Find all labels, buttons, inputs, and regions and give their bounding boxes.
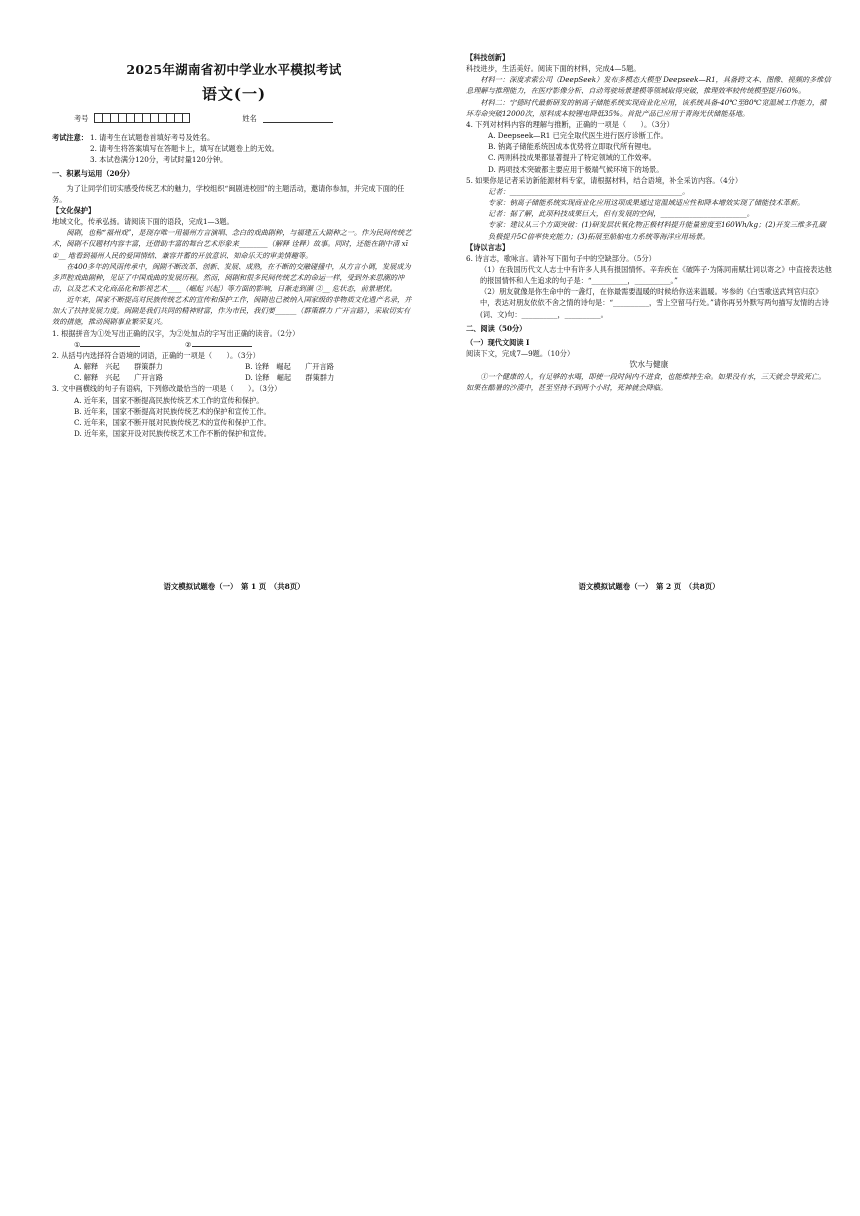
tech-prompt: 科技进步，生活美好。阅读下面的材料，完成4—5题。 bbox=[466, 64, 641, 74]
exam-no-label: 考号 bbox=[74, 113, 89, 123]
name-label: 姓名 bbox=[242, 113, 257, 123]
question-3: 3. 文中画横线的句子有语病，下列修改最恰当的一项是（ ）。（3分） bbox=[52, 384, 282, 394]
name-line bbox=[263, 114, 333, 123]
passage-para-2: 在400多年的风雨传承中，闽剧不断改革、创新、发展、成熟，在不断的交融碰撞中，从方言小调，发展成为多声腔戏曲剧种，见证了中国戏曲的发展历程。然而，闽剧和很多民间传统艺术的命运一样，受到外来思潮的冲击，以及艺术文化商品化和影视艺术____（崛起 兴起）等方面的影响，日渐走到濒 ②__ 危状态，前景堪忧。 bbox=[52, 261, 411, 293]
material-2: 材料二：宁德时代最新研发的钠离子储能系统实现商业化应用，该系统具备-40℃至80℃宽温域工作能力，循环寿命突破12000次，原料成本较锂电降低35%。首批产品已应用于青海光伏储能基地。 bbox=[466, 97, 827, 118]
page-footer-1: 语文模拟试题卷（一） 第 1 页 （共8页） bbox=[163, 581, 305, 591]
question-4-option-c: C. 两则科技成果都显著提升了特定领域的工作效率。 bbox=[488, 153, 656, 163]
exam-title: 2025年湖南省初中学业水平模拟考试 bbox=[126, 62, 342, 77]
question-4: 4. 下列对材料内容的理解与推断，正确的一项是（ ）。（3分） bbox=[466, 119, 674, 129]
material-1: 材料一：深度求索公司（DeepSeek）发布多模态大模型 Deepseek—R1，具备跨文本、图像、视频的多维信息理解与推理能力，在医疗影像分析、自动驾驶场景建模等领域取得突破，推理效率较传统模型提升60%。 bbox=[466, 75, 831, 96]
interview-line-3: 记者：据了解，此项科技成果巨大，但有发展的空间，________________________。 bbox=[488, 209, 754, 219]
question-3-option-d: D. 近年来，国家开设对民族传统艺术工作不断的保护和宣传。 bbox=[74, 429, 271, 438]
question-4-option-d: D. 两项技术突破都主要应用于极端气候环境下的场景。 bbox=[488, 164, 664, 174]
notes-heading: 考试注意： bbox=[52, 132, 88, 142]
question-5: 5. 如果你是记者采访新能源材料专家，请根据材料，结合语境，补全采访内容。（4分） bbox=[466, 175, 743, 185]
note-1: 1. 请考生在试题卷首填好考号及姓名。 bbox=[90, 132, 215, 142]
culture-prompt: 地域文化，传承弘扬。请阅读下面的语段，完成1—3题。 bbox=[52, 217, 234, 227]
question-4-option-a: A. Deepseek—R1 已完全取代医生进行医疗诊断工作。 bbox=[488, 131, 668, 141]
question-3-option-b: B. 近年来，国家不断提高对民族传统艺术的保护和宣传工作。 bbox=[74, 406, 271, 416]
subject-title: 语文(一) bbox=[201, 85, 267, 104]
question-2-options bbox=[74, 361, 416, 383]
intro-text: 为了让同学们切实感受传统艺术的魅力，学校组织“闽剧进校园”的主题活动，邀请你参加，并完成下面的任务。 bbox=[52, 183, 405, 204]
option-a: A. 解释 兴起 群策群力 bbox=[74, 362, 163, 372]
passage-para-1: 闽剧，也称“福州戏”，是现存唯一用福州方言演唱、念白的戏曲剧种，与福建五大剧种之一。作为民间传统艺术，闽剧不仅题材内容丰富，还借助丰富的舞台艺术形象来________（解释 诠释）故事。同时，还能在剧中清 xī ①__ 地看到福州人民的爱国情结、兼容并蓄的开放意识、知命乐天的审美情趣等。 bbox=[52, 228, 412, 260]
question-3-option-c: C. 近年来，国家不断开展对民族传统艺术的宣传和保护工作。 bbox=[74, 417, 271, 427]
note-3: 3. 本试卷满分120分，考试时量120分钟。 bbox=[90, 155, 228, 165]
exam-no-boxes bbox=[94, 113, 190, 123]
note-2: 2. 请考生将答案填写在答题卡上，填写在试题卷上的无效。 bbox=[90, 144, 279, 154]
option-b: B. 诠释 崛起 广开言路 bbox=[245, 362, 334, 372]
tech-heading: 【科技创新】 bbox=[466, 53, 510, 62]
candidate-id-row bbox=[74, 113, 416, 124]
question-4-option-b: B. 钠离子储能系统因成本优势将立即取代所有锂电。 bbox=[488, 142, 656, 152]
interview-line-2: 专家：钠离子储能系统实现商业化应用这项成果通过宽温域适应性和降本增效实现了储能技术革新。 bbox=[488, 198, 805, 208]
interview-line-4: 专家：建议从三个方面突破：(1)研发层状氧化物正极材料提升能量密度至160Wh/kg；(2)开发三维多孔碳负极提升5C倍率快充能力；(3)拓展至船舶电力系统等海洋应用场景。 bbox=[488, 220, 826, 241]
section-heading-1: 一、积累与运用（20分） bbox=[52, 169, 134, 179]
option-d: D. 诠释 崛起 群策群力 bbox=[245, 373, 335, 383]
question-1-blanks: ① ② bbox=[74, 339, 416, 350]
question-3-option-a: A. 近年来，国家不断提高民族传统艺术工作的宣传和保护。 bbox=[74, 395, 264, 405]
passage-para-3: 近年来，国家不断提高对民族传统艺术的宣传和保护工作，闽剧也已被纳入国家级的非物质文化遗产名录，并加大了扶持发展力度。闽剧是我们共同的精神财富，作为市民，我们要______（群策群力 广开言路），采取切实有效的措施，推动闽剧事业繁荣复兴。 bbox=[52, 295, 412, 327]
interview-line-1: 记者：________________________________________________。 bbox=[488, 186, 690, 196]
question-6: 6. 诗言志，歌咏言。请补写下面句子中的空缺部分。（5分） bbox=[466, 253, 656, 263]
poem-heading: 【诗以言志】 bbox=[466, 242, 510, 252]
article-title: 饮水与健康 bbox=[629, 360, 669, 370]
question-6-part-1: （1）在我国历代文人志士中有许多人具有报国情怀。辛弃疾在《破阵子·为陈同甫赋壮词以寄之》中直接表达他的报国情怀和人生追求的句子是：“__________，__________。” bbox=[480, 264, 832, 286]
exam-page-2 bbox=[466, 52, 832, 592]
page-footer-2: 语文模拟试题卷（一） 第 2 页 （共8页） bbox=[578, 581, 720, 591]
culture-heading: 【文化保护】 bbox=[52, 205, 96, 215]
article-para-1: ①一个健康的人，有足够的水喝，即使一段时间内不进食，也能维持生命。如果没有水，三天就会导致死亡。如果在酷暑的沙漠中，甚至坚持不到两个小时，死神就会降临。 bbox=[466, 372, 826, 393]
subsection-heading: （一）现代文阅读 I bbox=[466, 337, 530, 347]
option-c: C. 解释 兴起 广开言路 bbox=[74, 373, 163, 383]
reading-prompt: 阅读下文，完成7—9题。（10分） bbox=[466, 349, 575, 359]
section-heading-2: 二、阅读（50分） bbox=[466, 323, 527, 333]
question-2: 2. 从括号内选择符合语境的词语，正确的一项是（ ）。（3分） bbox=[52, 350, 260, 360]
question-6-part-2: （2）朋友就像是你生命中的一盏灯，在你最需要温暖的时候给你送来温暖。岑参的《白雪歌送武判官归京》中，表达对朋友依依不舍之情的诗句是：“__________，雪上空留马行处。”请你再另外默写两句描写友情的古诗(词、文)句：__________，__________。 bbox=[480, 287, 829, 319]
question-1: 1. 根据拼音为①处写出正确的汉字，为②处加点的字写出正确的读音。（2分） bbox=[52, 328, 300, 338]
exam-page-1 bbox=[52, 52, 416, 592]
